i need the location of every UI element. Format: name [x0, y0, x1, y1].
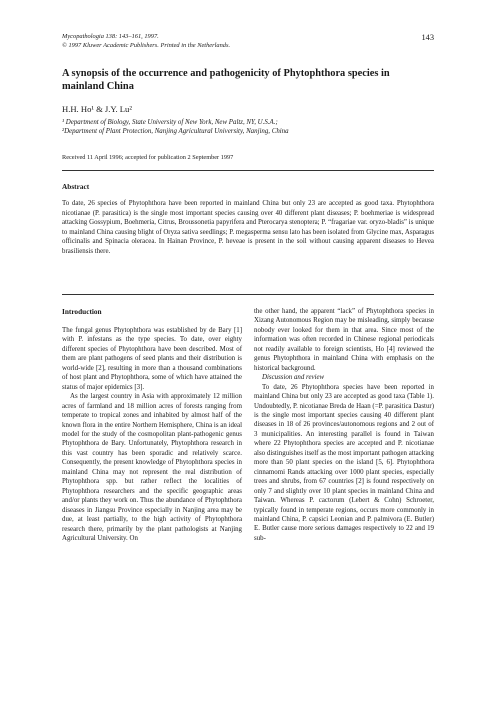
abstract-rule [62, 294, 434, 295]
intro-paragraph-1: The fungal genus Phytophthora was established by de Bary [1] with P. infestans as the type species. To date, over eighty different species of Phytophthora have been described. Most of them are plant pathogens of seed plants and their distribution is world-wide [2], resulting in more than a thousand combinations of host plant and Phytophthora, some of which have attained the status of major epidemics [3]. [62, 327, 244, 391]
left-column [62, 307, 242, 543]
affiliation-2: ²Department of Plant Protection, Nanjing Agricultural University, Nanjing, China [62, 128, 289, 135]
discussion-paragraph-1: To date, 26 Phytophthora species have been reported in mainland China but only 23 are accepted as good taxa (Table 1). Undoubtedly, P. nicotianae Breda de Haan (=P. parasitica Dastur) is the single most important species causing 40 different plant diseases in 18 of 26 provinces/autonomous regions and 2 out of 3 municipalities. An interesting parallel is found in Taiwan where 22 Phytophthora species are accepted and P. nicotianae also distinguishes itself as the most important pathogen attacking more than 50 plant species on the island [5, 6]. Phytophthora cinnamomi Rands attacking over 1000 plant species, especially trees and shrubs, from 67 countries [2] is found respectively on only 7 and slightly over 10 plant species in mainland China and Taiwan. Whereas P. cactorum (Lebert & Cohn) Schroeter, typically found in temperate regions, occurs more commonly in mainland China, P. capsici Leonian and P. palmivora (E. Butler) E. Butler cause more serious damages respectively to 22 and 19 sub- [254, 383, 436, 542]
top-rule [62, 170, 434, 171]
abstract-text: To date, 26 species of Phytophthora have been reported in mainland China but only 23 are accepted as good taxa. Phytophthora nicotianae (P. parasitica) is the single most important species causing over 40 different plant diseases; P. boehmeriae is widespread attacking Gossypium, Boehmeria, Citrus, Broussonetia papyrifera and Pterocarya stenoptera; P. “fragariae var. oryzo-bladis” is unique to mainland China causing blight of Oryza sativa seedlings; P. megasperma sensu lato has been isolated from Glycine max, Asparagus officinalis and Spinacia oleracea. In Hainan Province, P. heveae is present in the soil without causing apparent diseases to Hevea brasiliensis there. [62, 200, 436, 255]
intro-paragraph-2: As the largest country in Asia with approximately 12 million acres of farmland and 18 million acres of forests ranging from temperate to tropical zones and inhabited by almost half of the known flora in the entire Northern Hemisphere, China is an ideal model for the study of the cosmopolitan plant-pathogenic genus Phytophthora de Bary. Unfortunately, Phytophthora research in this vast country has been sporadic and relatively scarce. Consequently, the present knowledge of Phytophthora species in mainland China may not represent the real distribution of Phytophthora spp. but rather reflect the localities of Phytophthora researchers and the specific geographic areas and/or plants they work on. Thus the abundance of Phytophthora diseases in Jiangsu Province especially in Nanjing area may be due, at least partially, to the high activity of Phytophthora research there, primarily by the plant pathologists at Nanjing Agricultural University. On [62, 393, 244, 542]
affiliations [62, 118, 442, 136]
journal-line-1: Mycopathologia 138: 143–161, 1997. [62, 33, 159, 40]
journal-citation [62, 33, 230, 51]
title-line-1: A synopsis of the occurrence and pathogenicity of Phytophthora species in [62, 68, 390, 79]
received-dates: Received 11 April 1996; accepted for publication 2 September 1997 [62, 154, 234, 161]
right-column [254, 307, 434, 543]
journal-line-2: © 1997 Kluwer Academic Publishers. Printed in the Netherlands. [62, 41, 231, 49]
introduction-heading: Introduction [62, 307, 102, 316]
authors: H.H. Ho¹ & J.Y. Lu² [62, 104, 132, 114]
title-line-2: mainland China [62, 80, 134, 92]
intro-paragraph-3: the other hand, the apparent “lack” of Phytophthora species in Xizang Autonomous Region may be misleading, simply because nobody ever looked for them in that area. Since most of the information was often recorded in Chinese regional periodicals not readily available to foreign scientists, Ho [4] reviewed the genus Phytophthora in mainland China with emphasis on the historical background. [254, 308, 436, 372]
abstract-heading: Abstract [62, 182, 90, 191]
page-number: 143 [421, 33, 434, 42]
affiliation-1: ¹ Department of Biology, State University of New York, New Paltz, NY, U.S.A.; [62, 119, 278, 126]
article-title [62, 68, 442, 93]
discussion-subheading: Discussion and review [262, 374, 325, 382]
